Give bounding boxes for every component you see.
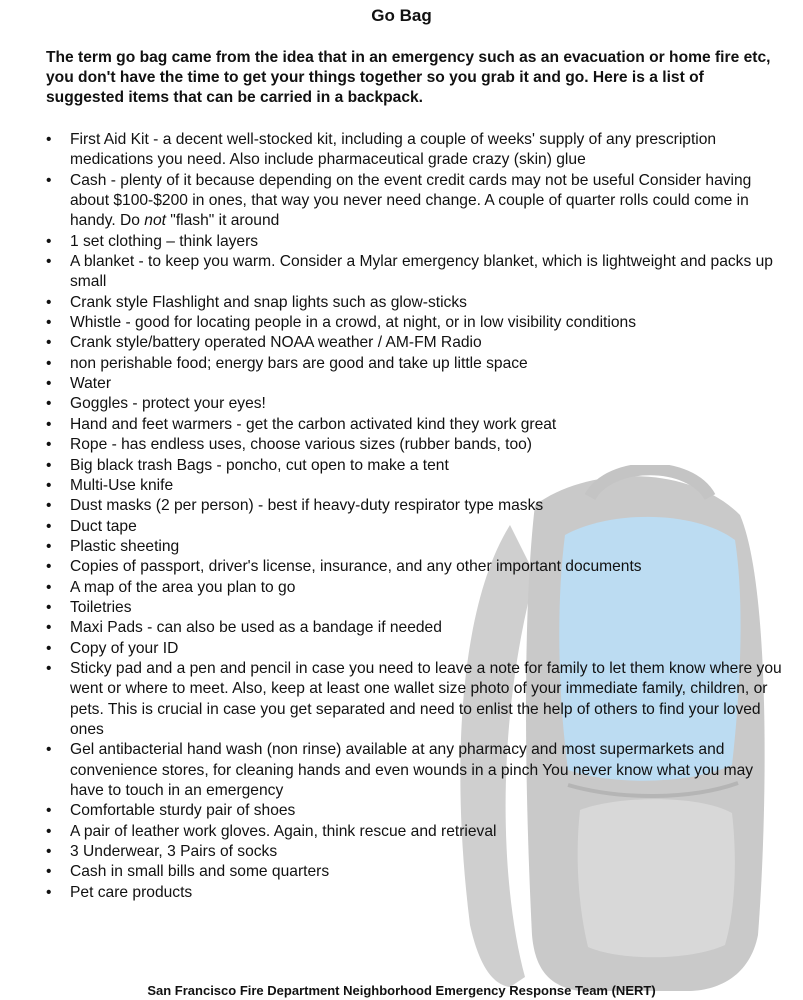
list-item: • Multi-Use knife [46, 476, 791, 496]
item-text: Cash - plenty of it because depending on the event credit cards may not be useful Consider having about $100-$200 in ones, that way you never need change. A couple of quarter rolls could come in handy. Do [70, 171, 752, 230]
list-item [46, 171, 791, 232]
footer-credit: San Francisco Fire Department Neighborhood Emergency Response Team (NERT) [147, 983, 656, 998]
list-item: • Cash in small bills and some quarters [46, 862, 791, 882]
list-item: • Crank style Flashlight and snap lights such as glow-sticks [46, 293, 791, 313]
list-item: • Toiletries [46, 598, 791, 618]
list-item: • 3 Underwear, 3 Pairs of socks [46, 842, 791, 862]
list-item: • Dust masks (2 per person) - best if heavy-duty respirator type masks [46, 496, 791, 516]
list-item: • Goggles - protect your eyes! [46, 394, 791, 414]
list-item: • 1 set clothing – think layers [46, 232, 791, 252]
list-item: • Copies of passport, driver's license, insurance, and any other important documents [46, 557, 791, 577]
list-item: • Maxi Pads - can also be used as a bandage if needed [46, 618, 791, 638]
list-item: • A blanket - to keep you warm. Consider a Mylar emergency blanket, which is lightweight and packs up small [46, 252, 791, 293]
list-item: • Rope - has endless uses, choose various sizes (rubber bands, too) [46, 435, 791, 455]
list-item: • Sticky pad and a pen and pencil in case you need to leave a note for family to let them know where you went or where to meet. Also, keep at least one wallet size photo of your immediate family, children, or pets. This is crucial in case you get separated and need to enlist the help of others to find your loved ones [46, 659, 791, 740]
list-item: • Whistle - good for locating people in a crowd, at night, or in low visibility conditions [46, 313, 791, 333]
list-item: • Plastic sheeting [46, 537, 791, 557]
list-item: • Water [46, 374, 791, 394]
list-item: • Comfortable sturdy pair of shoes [46, 801, 791, 821]
item-emphasis: not [144, 212, 166, 230]
intro-paragraph: The term go bag came from the idea that in an emergency such as an evacuation or home fire etc, you don't have the time to get your things together so you grab it and go. Here is a list of suggested items that can be carried in a backpack. [46, 49, 771, 106]
list-item: • First Aid Kit - a decent well-stocked kit, including a couple of weeks' supply of any prescription medications you need. Also include pharmaceutical grade crazy (skin) glue [46, 130, 791, 171]
list-item: • Hand and feet warmers - get the carbon activated kind they work great [46, 415, 791, 435]
list-item: • A map of the area you plan to go [46, 578, 791, 598]
list-item: • Pet care products [46, 883, 791, 903]
item-list [46, 130, 791, 903]
list-item: • Big black trash Bags - poncho, cut open to make a tent [46, 456, 791, 476]
item-text: "flash" it around [165, 212, 280, 230]
list-item: • Crank style/battery operated NOAA weather / AM-FM Radio [46, 333, 791, 353]
list-item: • A pair of leather work gloves. Again, think rescue and retrieval [46, 822, 791, 842]
list-item: • Gel antibacterial hand wash (non rinse) available at any pharmacy and most supermarkets and convenience stores, for cleaning hands and even wounds in a pinch You never know what you may have to touch in an emergency [46, 740, 791, 801]
list-item: • non perishable food; energy bars are good and take up little space [46, 354, 791, 374]
list-item: • Copy of your ID [46, 639, 791, 659]
page-title: Go Bag [371, 6, 432, 25]
list-item: • Duct tape [46, 517, 791, 537]
